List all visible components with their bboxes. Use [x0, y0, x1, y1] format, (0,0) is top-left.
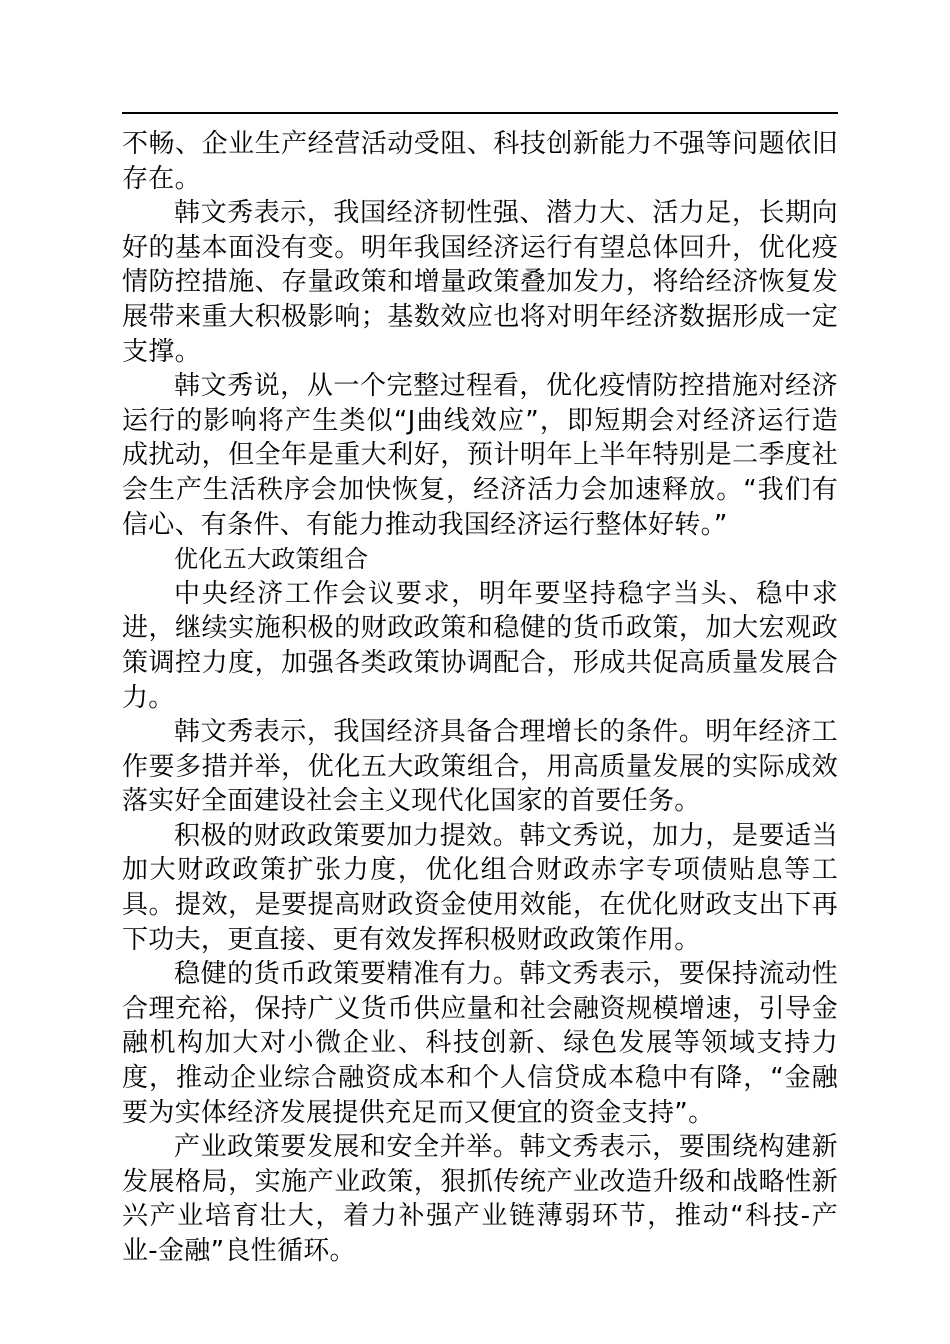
paragraph: 韩文秀说，从一个完整过程看，优化疫情防控措施对经济运行的影响将产生类似“J曲线效应”，即短期会对经济运行造成扰动，但全年是重大利好，预计明年上半年特别是二季度社会生产生活秩序会加快恢复，经济活力会加速释放。“我们有信心、有条件、有能力推动我国经济运行整体好转。” [122, 371, 838, 540]
paragraph: 稳健的货币政策要精准有力。韩文秀表示，要保持流动性合理充裕，保持广义货币供应量和社会融资规模增速，引导金融机构加大对小微企业、科技创新、绿色发展等领域支持力度，推动企业综合融资成本和个人信贷成本稳中有降，“金融要为实体经济发展提供充足而又便宜的资金支持”。 [122, 959, 838, 1128]
paragraph: 中央经济工作会议要求，明年要坚持稳字当头、稳中求进，继续实施积极的财政政策和稳健的货币政策，加大宏观政策调控力度，加强各类政策协调配合，形成共促高质量发展合力。 [122, 578, 838, 713]
header-rule [122, 112, 838, 114]
paragraph: 韩文秀表示，我国经济具备合理增长的条件。明年经济工作要多措并举，优化五大政策组合，用高质量发展的实际成效落实好全面建设社会主义现代化国家的首要任务。 [122, 717, 838, 817]
paragraph: 产业政策要发展和安全并举。韩文秀表示，要围绕构建新发展格局，实施产业政策，狠抓传统产业改造升级和战略性新兴产业培育壮大，着力补强产业链薄弱环节，推动“科技-产业-金融”良性循环。 [122, 1132, 838, 1266]
paragraph-continuation: 不畅、企业生产经营活动受阻、科技创新能力不强等问题依旧存在。 [122, 129, 838, 194]
article-body [122, 127, 838, 1269]
section-heading: 优化五大政策组合 [174, 545, 369, 574]
paragraph: 韩文秀表示，我国经济韧性强、潜力大、活力足，长期向好的基本面没有变。明年我国经济运行有望总体回升，优化疫情防控措施、存量政策和增量政策叠加发力，将给经济恢复发展带来重大积极影响；基数效应也将对明年经济数据形成一定支撑。 [122, 198, 838, 367]
paragraph: 积极的财政政策要加力提效。韩文秀说，加力，是要适当加大财政政策扩张力度，优化组合财政赤字专项债贴息等工具。提效，是要提高财政资金使用效能，在优化财政支出下再下功夫，更直接、更有效发挥积极财政政策作用。 [122, 820, 838, 955]
